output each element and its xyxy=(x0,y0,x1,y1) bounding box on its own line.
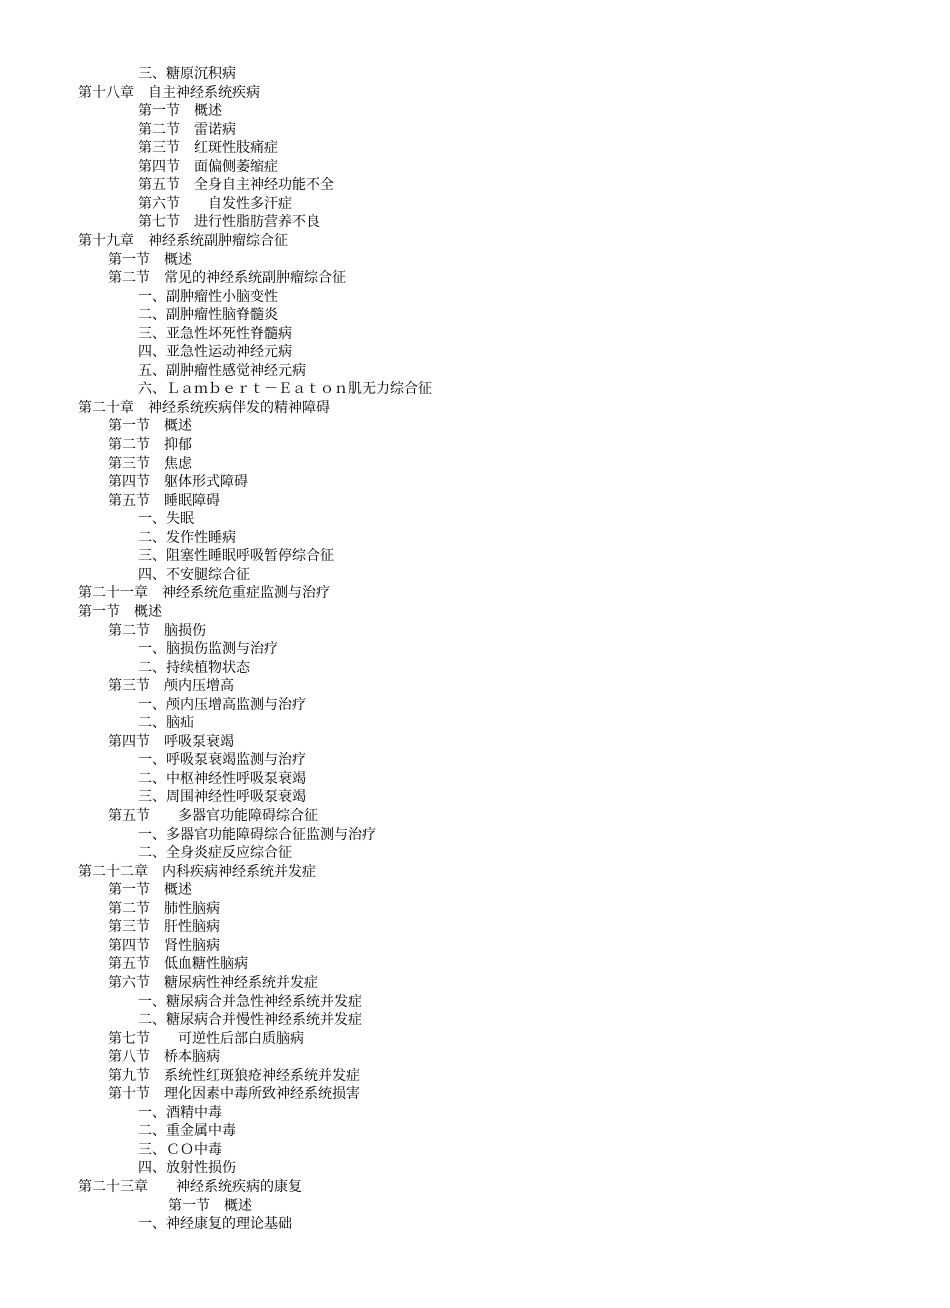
toc-chapter: 第十九章 神经系统副肿瘤综合征 xyxy=(78,232,288,249)
toc-section: 第二节 雷诺病 xyxy=(138,121,236,138)
toc-subsection: 二、持续植物状态 xyxy=(138,659,250,676)
toc-subsection: 二、糖尿病合并慢性神经系统并发症 xyxy=(138,1012,362,1029)
toc-section: 第三节 焦虑 xyxy=(108,455,192,472)
toc-subsection: 四、亚急性运动神经元病 xyxy=(138,344,292,361)
toc-subsection: 二、副肿瘤性脑脊髓炎 xyxy=(138,307,278,324)
toc-subsection: 一、多器官功能障碍综合征监测与治疗 xyxy=(138,826,376,843)
toc-section: 第四节 呼吸泵衰竭 xyxy=(108,733,234,750)
toc-section: 第四节 躯体形式障碍 xyxy=(108,474,248,491)
toc-section: 第二节 常见的神经系统副肿瘤综合征 xyxy=(108,270,346,287)
toc-subsection: 五、副肿瘤性感觉神经元病 xyxy=(138,362,306,379)
toc-section: 第一节 概述 xyxy=(108,418,192,435)
toc-section: 第六节 自发性多汗症 xyxy=(138,195,292,212)
toc-subsection: 三、亚急性坏死性脊髓病 xyxy=(138,325,292,342)
toc-section: 第一节 概述 xyxy=(78,603,162,620)
toc-section: 第二节 脑损伤 xyxy=(108,622,206,639)
toc-subsection: 三、周围神经性呼吸泵衰竭 xyxy=(138,789,306,806)
toc-subsection: 二、脑疝 xyxy=(138,715,194,732)
toc-subsection: 一、脑损伤监测与治疗 xyxy=(138,641,278,658)
toc-section: 第一节 概述 xyxy=(108,882,192,899)
toc-section: 第二节 肺性脑病 xyxy=(108,900,220,917)
toc-subsection: 一、失眠 xyxy=(138,511,194,528)
toc-section: 第三节 颅内压增高 xyxy=(108,678,234,695)
toc-subsection: 一、副肿瘤性小脑变性 xyxy=(138,288,278,305)
toc-section: 第四节 面偏侧萎缩症 xyxy=(138,158,278,175)
toc-section: 第五节 睡眠障碍 xyxy=(108,492,220,509)
toc-subsection: 四、放射性损伤 xyxy=(138,1160,236,1177)
toc-subsection: 二、全身炎症反应综合征 xyxy=(138,845,292,862)
toc-section: 第一节 概述 xyxy=(168,1197,252,1214)
toc-section: 第三节 红斑性肢痛症 xyxy=(138,140,278,157)
toc-section: 第十节 理化因素中毒所致神经系统损害 xyxy=(108,1086,360,1103)
toc-section: 第六节 糖尿病性神经系统并发症 xyxy=(108,974,318,991)
toc-subsection: 三、糖原沉积病 xyxy=(138,66,236,82)
toc-subsection: 二、中枢神经性呼吸泵衰竭 xyxy=(138,770,306,787)
toc-chapter: 第十八章 自主神经系统疾病 xyxy=(78,84,260,101)
toc-subsection: 一、颅内压增高监测与治疗 xyxy=(138,696,306,713)
toc-chapter: 第二十章 神经系统疾病伴发的精神障碍 xyxy=(78,399,330,416)
toc-section: 第七节 进行性脂肪营养不良 xyxy=(138,214,320,231)
toc-section: 第四节 肾性脑病 xyxy=(108,937,220,954)
toc-section: 第九节 系统性红斑狼疮神经系统并发症 xyxy=(108,1067,360,1084)
toc-subsection: 二、重金属中毒 xyxy=(138,1123,236,1140)
toc-section: 第二节 抑郁 xyxy=(108,437,192,453)
toc-chapter: 第二十二章 内科疾病神经系统并发症 xyxy=(78,863,316,880)
toc-subsection: 一、酒精中毒 xyxy=(138,1104,222,1121)
toc-section: 第五节 低血糖性脑病 xyxy=(108,956,248,973)
toc-subsection: 一、呼吸泵衰竭监测与治疗 xyxy=(138,752,306,769)
toc-section: 第一节 概述 xyxy=(138,103,222,120)
toc-section: 第七节 可逆性后部白质脑病 xyxy=(108,1030,304,1047)
toc-subsection: 三、阻塞性睡眠呼吸暂停综合征 xyxy=(138,548,334,565)
toc-section: 第三节 肝性脑病 xyxy=(108,919,220,936)
toc-chapter: 第二十一章 神经系统危重症监测与治疗 xyxy=(78,585,330,602)
toc-chapter: 第二十三章 神经系统疾病的康复 xyxy=(78,1179,302,1195)
toc-subsection: 一、糖尿病合并急性神经系统并发症 xyxy=(138,993,362,1010)
toc-subsection: 四、不安腿综合征 xyxy=(138,566,250,583)
toc-subsection: 一、神经康复的理论基础 xyxy=(138,1216,292,1233)
toc-section: 第八节 桥本脑病 xyxy=(108,1049,220,1066)
toc-subsection: 六、Ｌａｍｂｅｒｔ－Ｅａｔｏｎ肌无力综合征 xyxy=(138,381,432,398)
toc-section: 第五节 全身自主神经功能不全 xyxy=(138,177,334,194)
toc-section: 第一节 概述 xyxy=(108,251,192,268)
toc-subsection: 三、ＣＯ中毒 xyxy=(138,1141,222,1158)
toc-subsection: 二、发作性睡病 xyxy=(138,529,236,546)
toc-section: 第五节 多器官功能障碍综合征 xyxy=(108,808,318,824)
